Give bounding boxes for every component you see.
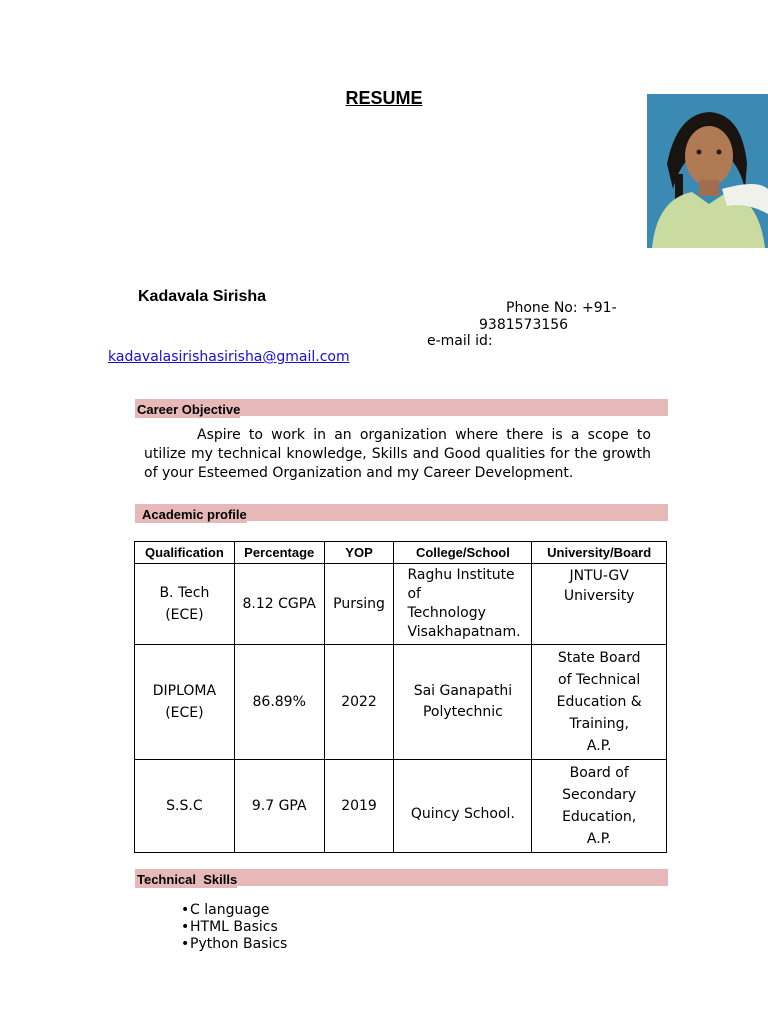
career-objective-bar [135,399,668,416]
header-yop: YOP [324,542,394,564]
bullet-icon: • [181,936,190,952]
academic-profile-bar [135,504,668,521]
phone-block [479,300,639,334]
table-row [135,760,667,853]
cell-yop: 2022 [324,645,394,760]
cell-qualification: B. Tech (ECE) [135,564,235,645]
list-item: •Python Basics [181,936,288,952]
academic-profile-heading: Academic profile [135,506,247,523]
academic-table [134,541,667,853]
table-row [135,645,667,760]
email-link[interactable]: kadavalasirishasirisha@gmail.com [108,349,350,365]
cell-college: Sai Ganapathi Polytechnic [394,645,532,760]
cell-university: Board of Secondary Education, A.P. [532,760,667,853]
cell-percentage: 86.89% [234,645,324,760]
technical-skills-heading: Technical Skills [137,872,238,887]
profile-photo [647,94,768,248]
header-university: University/Board [532,542,667,564]
cell-qualification: S.S.C [135,760,235,853]
candidate-name: Kadavala Sirisha [138,288,267,305]
phone-label: Phone No: +91- [506,300,617,316]
resume-title: RESUME [345,88,423,108]
cell-yop: 2019 [324,760,394,853]
career-objective-text: Aspire to work in an organization where there is a scope to utilize my technical knowledge, Skills and Good qualities for the growth of your Esteemed Organization and my Career Development. [144,427,651,481]
cell-qualification: DIPLOMA (ECE) [135,645,235,760]
cell-college: Raghu Institute of Technology Visakhapatnam. [394,564,532,645]
bullet-icon: • [181,902,190,918]
skills-list [181,902,287,953]
list-item: •C language [181,902,270,918]
technical-skills-bar [135,869,668,886]
cell-university: JNTU-GV University [532,564,667,645]
header-qualification: Qualification [135,542,235,564]
email-label: e-mail id: [427,333,493,349]
bullet-icon: • [181,919,190,935]
cell-yop: Pursing [324,564,394,645]
table-row [135,564,667,645]
phone-number: 9381573156 [479,317,569,333]
list-item: •HTML Basics [181,919,278,935]
career-objective-heading: Career Objective [137,402,241,417]
cell-percentage: 8.12 CGPA [234,564,324,645]
cell-college: Quincy School. [394,760,532,853]
table-header-row [135,542,667,564]
header-college: College/School [394,542,532,564]
header-percentage: Percentage [234,542,324,564]
cell-percentage: 9.7 GPA [234,760,324,853]
cell-university: State Board of Technical Education & Training, A.P. [532,645,667,760]
